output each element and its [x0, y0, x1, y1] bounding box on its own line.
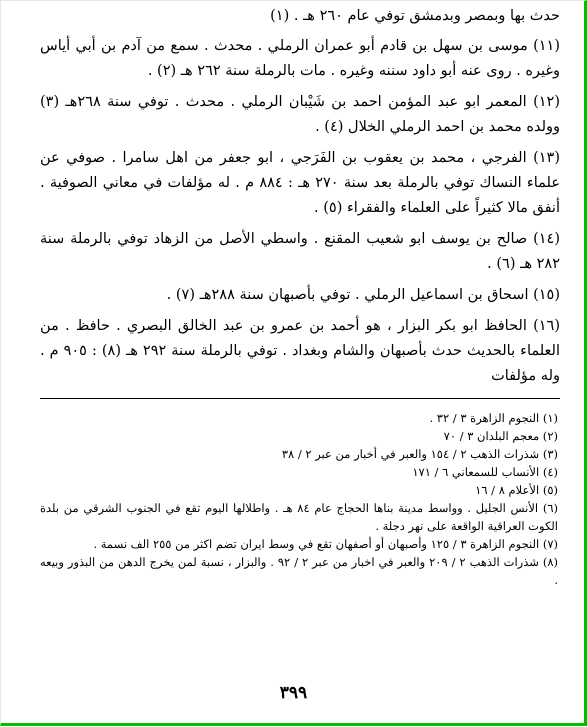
- entry-12: (١٢) المعمر ابو عبد المؤمن احمد بن شَيْبان الرملي . محدث . توفي سنة ٢٦٨هـ (٣) وولده محمد بن احمد الرملي الخلال (٤) .: [40, 94, 560, 135]
- footnote: (٥) الأعلام ٨ / ١٦: [475, 483, 558, 497]
- footnotes: [40, 409, 560, 589]
- entry-15: (١٥) اسحاق بن اسماعيل الرملي . توفي بأصبهان سنة ٢٨٨هـ (٧) .: [166, 287, 560, 303]
- footnote: (٧) النجوم الزاهرة ٣ / ١٢٥ وأصبهان أو أصفهان تقع في وسط ايران تضم اكثر من ٢٥٥ الف نسمة .: [93, 537, 558, 551]
- entry-13: (١٣) الفرجي ، محمد بن يعقوب بن الفَرَجي ، ابو جعفر من اهل سامرا . صوفي عن علماء النساك توفي بالرملة بعد سنة ٢٧٠ هـ : ٨٨٤ م . له مؤلفات في معاني الصوفية . أنفق مالا كثيراً على العلماء والفقراء (٥) .: [40, 150, 560, 216]
- footnote: (٦) الأنس الجليل . وواسط مدينة بناها الحجاج عام ٨٤ هـ . واطلالها اليوم تقع في الجنوب الشرقي من بلدة الكوت العراقية الواقعة على نهر دجلة .: [40, 501, 558, 533]
- entry-16: (١٦) الحافظ ابو بكر البزار ، هو أحمد بن عمرو بن عبد الخالق البصري . حافظ . من العلماء بالحديث حدث بأصبهان والشام وبغداد . توفي بالرملة سنة ٢٩٢ هـ (٨) : ٩٠٥ م . وله مؤلفات: [40, 318, 560, 384]
- footnote: (٣) شذرات الذهب ٢ / ١٥٤ والعبر في أخبار من عبر ٢ / ٣٨: [281, 447, 558, 461]
- page-number: ٣٩٩: [279, 683, 308, 703]
- footnote-divider: [40, 398, 560, 399]
- footnote: (١) النجوم الزاهرة ٣ / ٣٢ .: [429, 411, 558, 425]
- footnote: (٨) شذرات الذهب ٢ / ٢٠٩ والعبر في اخبار من عبر ٢ / ٩٢ . والبزار ، نسبة لمن يخرج الدهن من البذور وبيعه .: [40, 555, 558, 587]
- entry-14: (١٤) صالح بن يوسف ابو شعيب المقنع . واسطي الأصل من الزهاد توفي بالرملة سنة ٢٨٢ هـ (٦) .: [40, 231, 560, 272]
- entry-11: (١١) موسى بن سهل بن قادم أبو عمران الرملي . محدث . سمع من آدم بن أبي أياس وغيره . روى عنه أبو داود سننه وغيره . مات بالرملة سنة ٢٦٢ هـ (٢) .: [40, 38, 560, 79]
- book-page: [40, 4, 560, 589]
- footnote: (٢) معجم البلدان ٣ / ٧٠: [443, 429, 558, 443]
- footnote: (٤) الأنساب للسمعاني ٦ / ١٧١: [412, 465, 558, 479]
- entry-10-tail: حدث بها وبمصر وبدمشق توفي عام ٢٦٠ هـ . (١): [270, 8, 560, 24]
